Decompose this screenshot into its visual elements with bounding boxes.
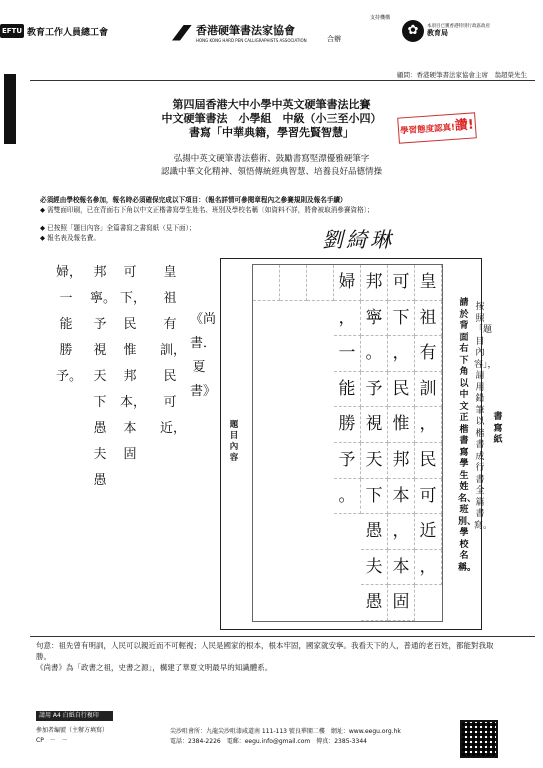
instruction-3: ◆ 報名表及報名費。 bbox=[40, 234, 100, 242]
grid-cell: 近 bbox=[415, 514, 442, 550]
title-theme: 書寫「中華典籍，學習先賢智慧」 bbox=[189, 126, 354, 139]
stamp-big: 讚! bbox=[454, 117, 475, 134]
book-note: 《尚書》為「政書之祖，史書之源」，構建了華夏文明最早的知識體系。 bbox=[36, 663, 273, 672]
grid-cell: 邦 bbox=[361, 265, 388, 301]
grid-cell: 。 bbox=[334, 479, 361, 515]
address: 尖沙咀會所：九龍尖沙咀漆咸道南 111-113 號良華閣二樓 網址：www.eegu.org.hk bbox=[170, 728, 401, 735]
qr-code-icon bbox=[460, 720, 498, 758]
participant-cp: CP － － bbox=[36, 737, 68, 744]
bottom-rule bbox=[30, 636, 535, 637]
grid-cell: 予 bbox=[361, 372, 388, 408]
writing-grid bbox=[252, 264, 443, 622]
grid-cell: 能 bbox=[334, 372, 361, 408]
grid-cell: 愚 bbox=[361, 514, 388, 550]
instruction-vertical-b: 請於背面右下角以中文正楷書寫學生姓名、班別、學校名稱。 bbox=[458, 298, 477, 573]
header-rule bbox=[30, 80, 535, 81]
contact-info bbox=[170, 727, 460, 747]
edb-logo bbox=[402, 20, 490, 42]
grid-cell: 民 bbox=[388, 372, 415, 408]
paper-note: 請用 A4 白紙自行複印 bbox=[36, 711, 113, 721]
praise-stamp bbox=[397, 112, 477, 143]
grid-cell: 勝 bbox=[334, 407, 361, 443]
instruction-header: 必須經由學校報名參加，報名時必須確保完成以下項目：（報名詳情可參閱章程內之參賽規則及報名手續） bbox=[40, 196, 347, 204]
grid-cell bbox=[307, 265, 334, 301]
grid-cell: 皇 bbox=[415, 265, 442, 301]
instruction-2: ◆ 已按照「題目內容」全篇書寫之書寫紙（見下面）； bbox=[40, 224, 196, 232]
reference-column-1: 皇祖有訓，民可近， bbox=[160, 265, 187, 436]
grid-cell: 本 bbox=[388, 550, 415, 586]
participant-label: 參加者編號（主辦方填寫） bbox=[36, 727, 109, 734]
grid-cell: 可 bbox=[388, 265, 415, 301]
hk-society-cn: 香港硬筆書法家協會 bbox=[196, 24, 295, 37]
grid-cell: ， bbox=[415, 407, 442, 443]
title-category: 中文硬筆書法 小學組 中級（小三至小四） bbox=[161, 112, 382, 125]
grid-cell: ， bbox=[334, 301, 361, 337]
grid-cell bbox=[280, 265, 307, 301]
grid-cell: 寧 bbox=[361, 301, 388, 337]
title-competition: 第四屆香港大中小學中英文硬筆書法比賽 bbox=[172, 98, 371, 111]
grid-cell: 祖 bbox=[415, 301, 442, 337]
grid-cell: 惟 bbox=[388, 407, 415, 443]
hk-society-logo bbox=[172, 22, 307, 43]
grid-cell: 天 bbox=[361, 443, 388, 479]
slogan-1: 弘揚中英文硬筆書法藝術、鼓勵書寫堅漂優雅硬筆字 bbox=[173, 154, 370, 164]
edb-name: 教育局 bbox=[427, 29, 448, 37]
grid-cell: 邦 bbox=[388, 443, 415, 479]
topic-label: 題目內容 bbox=[229, 420, 239, 463]
instruction-vertical-a: 按照「題目內容」，請用鉛筆以楷書成行書全篇書寫。 bbox=[474, 302, 497, 531]
grid-cell: 有 bbox=[415, 336, 442, 372]
meaning-note: 句意：祖先曾有明訓，人民可以親近而不可輕視；人民是國家的根本，根本牢固，國家就安寧。我看天下的人，普通的老百姓，都能對我取勝。 bbox=[36, 641, 494, 661]
supporter-label: 支持機構 bbox=[370, 15, 391, 21]
grid-cell: 婦 bbox=[334, 265, 361, 301]
eftu-logo bbox=[0, 24, 108, 38]
hk-emblem-icon: ✿ bbox=[402, 20, 424, 42]
grid-cell bbox=[253, 265, 280, 301]
stamp-text: 學習態度認真! bbox=[399, 122, 456, 137]
grid-cell: 予 bbox=[334, 443, 361, 479]
grid-cell: 訓 bbox=[415, 372, 442, 408]
edb-note: 本項目已獲香港特別行政區政府 bbox=[427, 24, 490, 29]
grid-cell: ， bbox=[388, 336, 415, 372]
instruction-1: ◆ 需雙面印刷，已在背面右下角以中文正楷書寫學生姓名、班別及學校名稱〔如資料不詳，將會被取消參賽資格〕； bbox=[40, 206, 374, 214]
grid-cell: 固 bbox=[388, 585, 415, 621]
eftu-mark-icon: EFTU bbox=[0, 24, 24, 38]
grid-cell: 下 bbox=[388, 301, 415, 337]
grid-cell: 愚 bbox=[361, 585, 388, 621]
grid-cell: 。 bbox=[361, 336, 388, 372]
grid-cell: 民 bbox=[415, 443, 442, 479]
grid-cell: ， bbox=[415, 550, 442, 586]
reference-book-title: 《尚書．夏書》 bbox=[190, 312, 217, 399]
reference-column-4: 婦，一能勝予。 bbox=[56, 265, 83, 384]
hk-society-en: HONG KONG HARD PEN CALLIGRAPHISTS ASSOCIATION bbox=[196, 38, 307, 43]
grid-cell: 下 bbox=[361, 479, 388, 515]
pen-logo-icon bbox=[172, 25, 192, 41]
student-signature: 劉綺琳 bbox=[322, 228, 394, 252]
joint-label: 合辦 bbox=[327, 35, 341, 43]
consultant: 顧問：香港硬筆書法家協會主席 翁超榮先生 bbox=[397, 71, 527, 79]
grid-cell: 一 bbox=[334, 336, 361, 372]
eftu-name: 教育工作人員總工會 bbox=[27, 27, 109, 38]
reference-column-2: 可下，民惟邦本，本固 bbox=[120, 265, 147, 462]
reference-column-3: 邦寧。予視天下愚夫愚 bbox=[90, 265, 117, 488]
participant-id bbox=[36, 726, 108, 746]
writing-paper-label: 書寫紙 bbox=[493, 412, 503, 445]
grid-cell: 可 bbox=[415, 479, 442, 515]
grid-cell: 夫 bbox=[361, 550, 388, 586]
grid-cell: ， bbox=[388, 514, 415, 550]
grid-cell: 本 bbox=[388, 479, 415, 515]
phone-email: 電話：2384-2226 電郵：eegu.info@gmail.com 傳真：2385-3344 bbox=[170, 738, 367, 745]
slogan-2: 認識中華文化精神、領悟傳統經典智慧、培養良好品德情操 bbox=[160, 167, 382, 177]
grid-cell: 視 bbox=[361, 407, 388, 443]
